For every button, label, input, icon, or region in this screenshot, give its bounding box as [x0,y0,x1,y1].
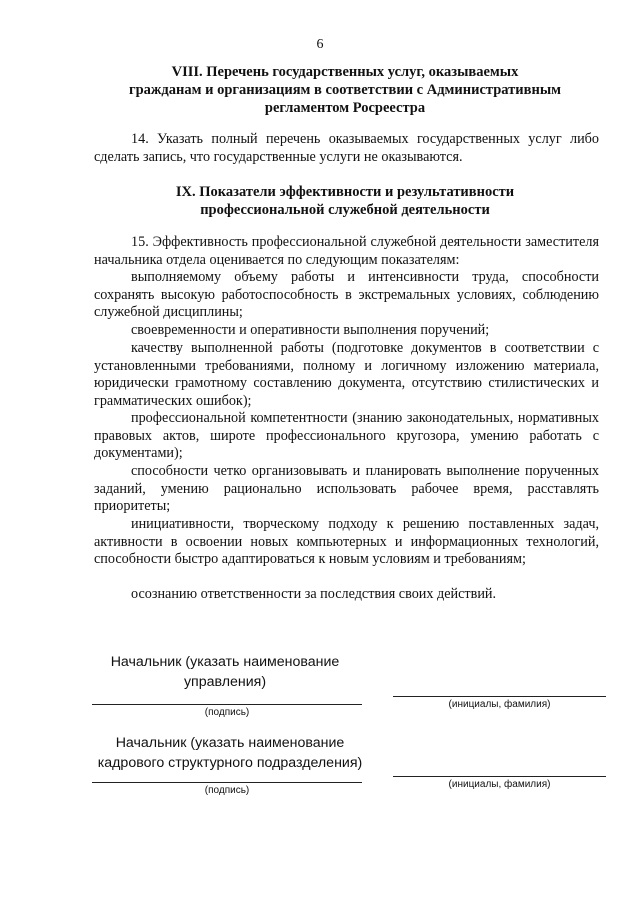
section-9-heading [90,183,600,219]
criterion-item: профессиональной компетентности (знанию законодательных, нормативных правовых актов, широте профессионального кругозора, умению работать с документами); [94,410,599,462]
signature-title-1 [100,652,350,692]
name-caption: (инициалы, фамилия) [448,779,551,790]
paragraph-15: 15. Эффективность профессиональной служебной деятельности заместителя начальника отдела оценивается по следующим показателям: [94,234,599,268]
signature-title-line: управления) [183,674,267,690]
signature-title-line: Начальник (указать наименование [110,654,340,670]
signature-title-line: Начальник (указать наименование [115,735,345,751]
signature-title-line: кадрового структурного подразделения) [97,755,363,771]
signature-line [92,704,362,705]
heading-line: регламентом Росреестра [264,100,426,116]
criterion-item: качеству выполненной работы (подготовке документов в соответствии с установленными требованиями, полному и логичному изложению материала, юридически грамотному составлению документа, отсутствию стилистических и грамматических ошибок); [94,340,599,409]
signature-caption: (подпись) [204,785,250,796]
signature-caption: (подпись) [204,707,250,718]
criterion-item: способности четко организовывать и планировать выполнение порученных заданий, умению рационально использовать рабочее время, расставлять приоритеты; [94,463,599,515]
criterion-item: выполняемому объему работы и интенсивности труда, способности сохранять высокую работоспособность в экстремальных условиях, соблюдению служебной дисциплины; [94,269,599,321]
criterion-item: инициативности, творческому подходу к решению поставленных задач, активности в освоении новых компьютерных и информационных технологий, способности быстро адаптироваться к новым условиям и требованиям; [94,516,599,568]
section-8-heading [90,63,600,117]
signature-line [92,782,362,783]
name-caption: (инициалы, фамилия) [448,699,551,710]
name-line [393,696,606,697]
name-line [393,776,606,777]
paragraph-14: 14. Указать полный перечень оказываемых государственных услуг либо сделать запись, что государственные услуги не оказываются. [94,131,599,165]
heading-line: IX. Показатели эффективности и результативности [175,184,515,200]
heading-line: VIII. Перечень государственных услуг, оказываемых [171,64,519,80]
criterion-item: своевременности и оперативности выполнения поручений; [131,322,490,338]
criterion-item: осознанию ответственности за последствия своих действий. [131,586,497,602]
signature-title-2 [90,733,370,773]
heading-line: гражданам и организациям в соответствии с Административным [128,82,562,98]
page-number: 6 [316,37,324,52]
heading-line: профессиональной служебной деятельности [200,202,490,218]
